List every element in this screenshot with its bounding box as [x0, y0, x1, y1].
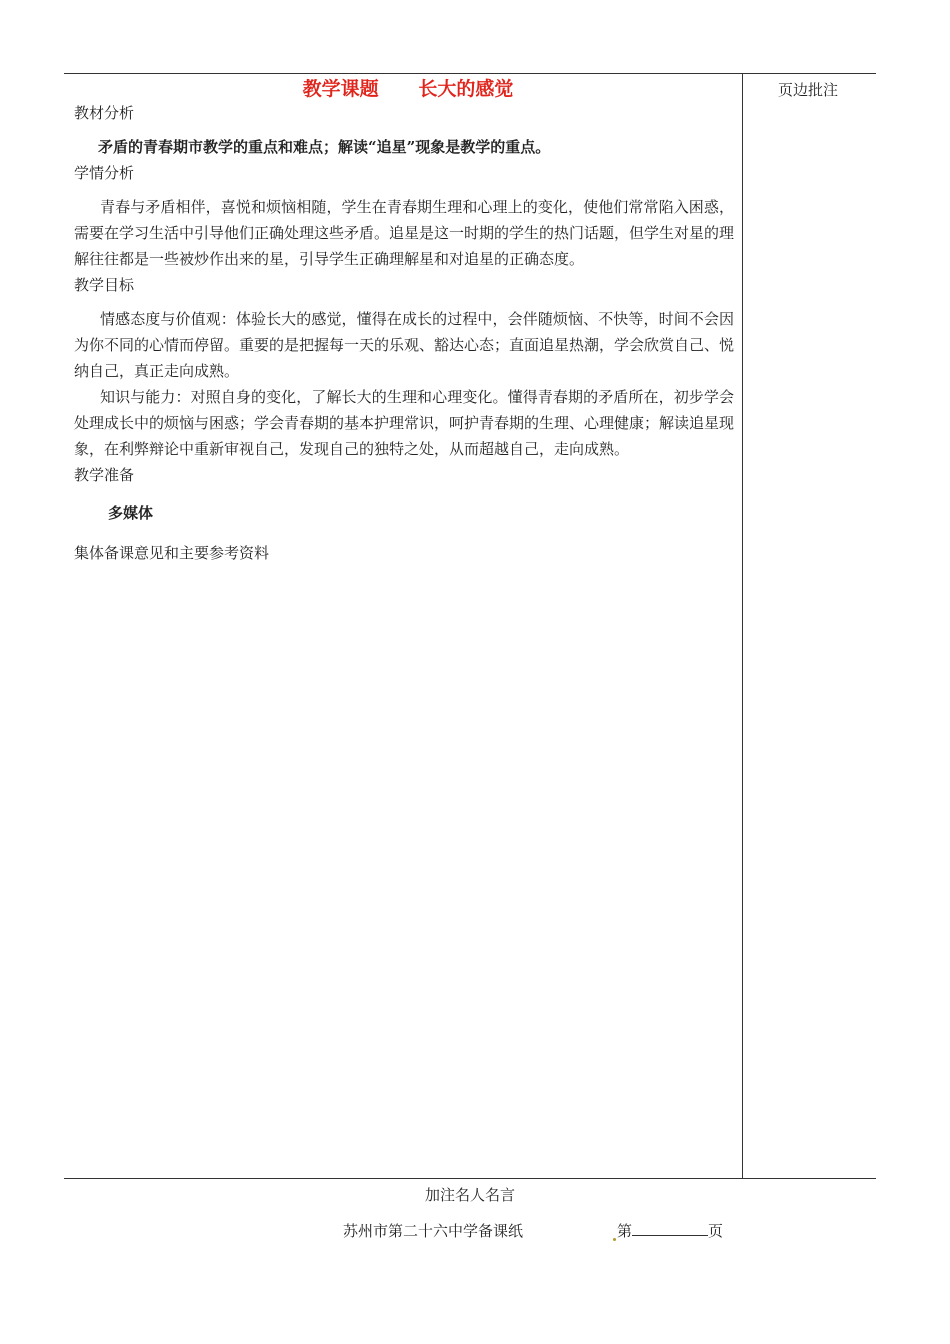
marker-dot-icon	[613, 1238, 616, 1241]
lesson-title: 教学课题 长大的感觉	[302, 78, 514, 100]
material-analysis-text: 矛盾的青春期市教学的重点和难点；解读“追星”现象是教学的重点。	[98, 138, 551, 156]
teaching-prep-text: 多媒体	[108, 504, 154, 522]
lesson-content	[74, 100, 734, 566]
bottom-rule	[64, 1178, 876, 1179]
page-prefix: 第	[617, 1222, 633, 1240]
page-suffix: 页	[708, 1222, 724, 1240]
student-analysis-heading: 学情分析	[74, 164, 135, 182]
material-analysis-heading: 教材分析	[74, 104, 135, 122]
margin-notes-label: 页边批注	[778, 81, 839, 99]
goal-knowledge-text: 知识与能力：对照自身的变化，了解长大的生理和心理变化。懂得青春期的矛盾所在，初步学会处理成长中的烦恼与困惑；学会青春期的基本护理常识，呵护青春期的生理、心理健康；解读追星现象，在利弊辩论中重新审视自己，发现自己的独特之处，从而超越自己，走向成熟。	[74, 388, 735, 458]
student-analysis-text: 青春与矛盾相伴，喜悦和烦恼相随，学生在青春期生理和心理上的变化，使他们常常陷入困惑，需要在学习生活中引导他们正确处理这些矛盾。追星是这一时期的学生的热门话题，但学生对星的理解往往都是一些被炒作出来的星，引导学生正确理解星和对追星的正确态度。	[74, 198, 735, 268]
school-name: 苏州市第二十六中学备课纸	[343, 1222, 524, 1240]
page-number	[612, 1220, 723, 1241]
page-number-blank	[632, 1221, 708, 1236]
teaching-goals-heading: 教学目标	[74, 276, 135, 294]
collective-prep-heading: 集体备课意见和主要参考资料	[74, 544, 270, 562]
quote-label: 加注名人名言	[425, 1186, 516, 1204]
column-divider	[742, 73, 743, 1178]
teaching-prep-heading: 教学准备	[74, 466, 135, 484]
goal-emotion-text: 情感态度与价值观：体验长大的感觉，懂得在成长的过程中，会伴随烦恼、不快等，时间不会因为你不同的心情而停留。重要的是把握每一天的乐观、豁达心态；直面追星热潮，学会欣赏自己、悦纳自己，真正走向成熟。	[74, 310, 735, 380]
